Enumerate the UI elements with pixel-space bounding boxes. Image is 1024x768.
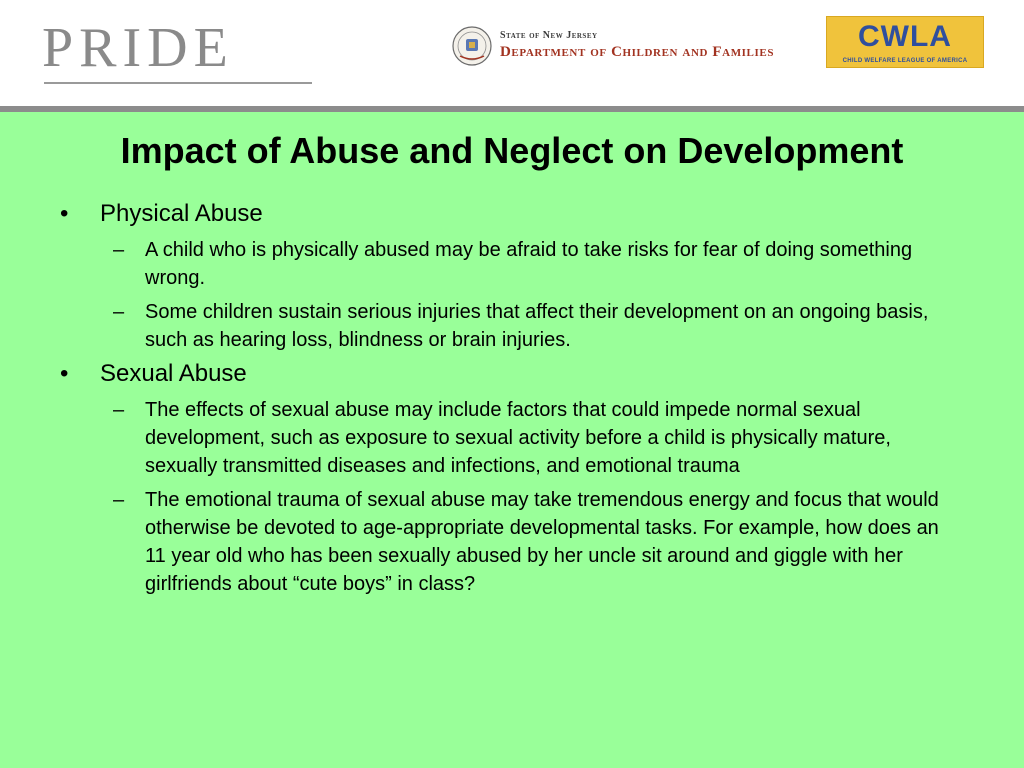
bullet-marker: • [60, 360, 69, 387]
dcf-logo [500, 30, 774, 62]
slide-header [0, 0, 1024, 106]
sub-bullet-text: Some children sustain serious injuries that affect their development on an ongoing basis, such as hearing loss, blindness or brain injuries. [145, 301, 929, 351]
sub-bullet-text: The emotional trauma of sexual abuse may take tremendous energy and focus that would otherwise be devoted to age-appropriate developmental tasks. For example, how does an 11 year old who has been sexually abused by her uncle sit around and giggle with her girlfriends about “cute boys” in class? [145, 489, 939, 595]
slide-title: Impact of Abuse and Neglect on Development [120, 130, 904, 171]
bullet-physical-abuse [60, 200, 960, 228]
dcf-state-label: State of New Jersey [500, 30, 598, 41]
bullet-text: Physical Abuse [100, 200, 263, 227]
pride-logo: PRIDE [42, 17, 234, 79]
slide-body [60, 200, 960, 604]
cwla-wordmark: CWLA [858, 20, 952, 53]
pride-logo-underline [44, 82, 312, 84]
dash-marker: – [113, 239, 125, 261]
sub-bullet [60, 486, 960, 598]
sub-bullet-text: The effects of sexual abuse may include factors that could impede normal sexual development, such as exposure to sexual activity before a child is physically mature, sexually transmitted diseases and infections, and emotional trauma [145, 399, 891, 477]
sub-bullet [60, 236, 960, 292]
dcf-department-label: Department of Children and Families [500, 44, 775, 60]
slide-content [0, 112, 1024, 768]
cwla-logo [826, 16, 984, 68]
bullet-text: Sexual Abuse [100, 360, 247, 387]
nj-state-seal-icon [452, 26, 492, 66]
dash-marker: – [113, 301, 125, 323]
sub-bullet-text: A child who is physically abused may be afraid to take risks for fear of doing something wrong. [145, 239, 913, 289]
dash-marker: – [113, 489, 125, 511]
sub-bullet [60, 298, 960, 354]
dash-marker: – [113, 399, 125, 421]
bullet-sexual-abuse [60, 360, 960, 388]
bullet-marker: • [60, 200, 69, 227]
sub-bullet [60, 396, 960, 480]
cwla-tagline: CHILD WELFARE LEAGUE OF AMERICA [842, 58, 968, 64]
